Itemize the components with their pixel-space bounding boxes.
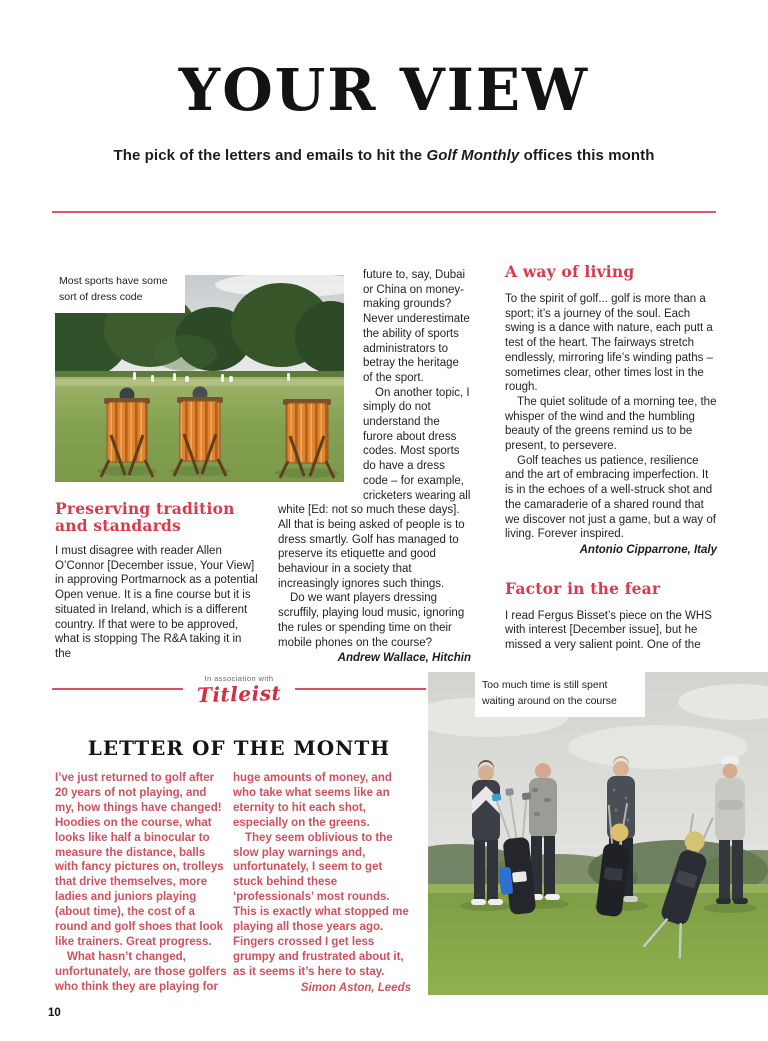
lom-col2-paragraph-2: They seem oblivious to the slow play warnings and, unfortunately, I seem to get stuck behind these ‘professionals’ most rounds. This is exactly what stopped me playing all those years ago. Fingers crossed I get less grumpy and frustrated about it, as it seems it’s here to stay. (233, 831, 409, 978)
letter2-paragraph-1: To the spirit of golf... golf is more than a sport; it’s a journey of the soul. Each swing is a dance with nature, each putt a test of the heart. The fairways stretch endlessly, mirroring life’s winding paths – sometimes clear, other times lost in the rough. (505, 293, 713, 394)
letter1-left-column (55, 500, 259, 662)
letter1-left-paragraph: I must disagree with reader Allen O’Connor [December issue, Your View] in approving Portmarnock as a potential Open venue. It is a fine course but it is situated in Ireland, which is a different country. If that were to be approved, what is stopping The R&A taking it in the (55, 545, 258, 660)
titleist-logo: Titleist (196, 680, 282, 708)
letter1-middle-column (278, 268, 471, 666)
letter1-heading: Preserving tradition and standards (55, 499, 235, 535)
letter2-signature: Antonio Cipparrone, Italy (579, 543, 717, 556)
lom-col2-paragraph-1: huge amounts of money, and who take what seems like an eternity to hit each shot, especially on the greens. (233, 772, 392, 829)
letter-of-month-column-2 (233, 771, 411, 996)
golfers-photo (428, 672, 768, 995)
letter2-paragraph-2: The quiet solitude of a morning tee, the whisper of the wind and the humbling beauty of the greens remind us to be present, to persevere. (505, 395, 717, 453)
letter3-heading: Factor in the fear (505, 578, 661, 598)
letter2-paragraph-3: Golf teaches us patience, resilience and the art of embracing imperfection. It is in the echoes of a well-struck shot and the camaraderie of a shared round that we discover not just a game, but a way of living. Forever inspired. (505, 454, 716, 541)
letter-of-month-heading: LETTER OF THE MONTH (87, 736, 391, 760)
letter2-heading: A way of living (505, 262, 635, 281)
page-title: YOUR VIEW (178, 56, 590, 124)
letter1-mid-paragraph-3: Do we want players dressing scruffily, playing loud music, ignoring the rules or spending time on their mobile phones on the course? (278, 592, 465, 649)
header-divider-rule (52, 211, 716, 213)
subtitle-prefix: The pick of the letters and emails to hit the (113, 147, 427, 164)
page-subtitle (0, 147, 768, 164)
subtitle-brand: Golf Monthly (426, 147, 520, 164)
letter-of-month-column-1 (55, 771, 227, 995)
photo-wrap-spacer (278, 268, 363, 489)
letter-of-month-signature: Simon Aston, Leeds (300, 981, 411, 994)
letter3-paragraph-1: I read Fergus Bisset’s piece on the WHS with interest [December issue], but he missed a very salient point. One of the (505, 609, 712, 652)
golfers-photo-caption: Too much time is still spent waiting around on the course (475, 671, 645, 717)
golfers-photo-illustration (428, 672, 768, 995)
association-left-rule (52, 688, 183, 690)
lom-col1-paragraph-2: What hasn’t changed, unfortunately, are those golfers who think they are playing for (55, 950, 227, 993)
letter1-mid-paragraph-1: future to, say, Dubai or China on money-making grounds? Never underestimate the ability of sports administrators to betray the heritage of the sport. (363, 269, 470, 384)
cricket-photo-caption: Most sports have some sort of dress code (52, 267, 185, 313)
letter1-signature: Andrew Wallace, Hitchin (337, 652, 471, 665)
right-column (505, 263, 717, 653)
letter1-mid-paragraph-2: On another topic, I simply do not understand the furore about dress codes. Most sports do have a dress code – for example, cricketers wearing all white [Ed: not so much these days]. All that is being asked of people is to dress smartly. Golf has managed to preserve its etiquette and good behaviour in a society that increasingly ignores such things. (278, 386, 471, 590)
lom-col1-paragraph-1: I’ve just returned to golf after 20 years of not playing, and my, how things have changed! Hoodies on the course, what looks like half a binocular to measure the distance, balls with fancy pictures on, trolleys that drive themselves, more ladies and juniors playing (about time), the cost of a round and golf shoes that look like trainers. Great progress. (55, 772, 224, 948)
page-number: 10 (48, 1007, 61, 1019)
association-right-rule (295, 688, 426, 690)
association-strip (52, 674, 426, 708)
subtitle-suffix: offices this month (519, 147, 655, 164)
association-label: In association with (204, 674, 274, 683)
association-brand-block (196, 674, 282, 708)
